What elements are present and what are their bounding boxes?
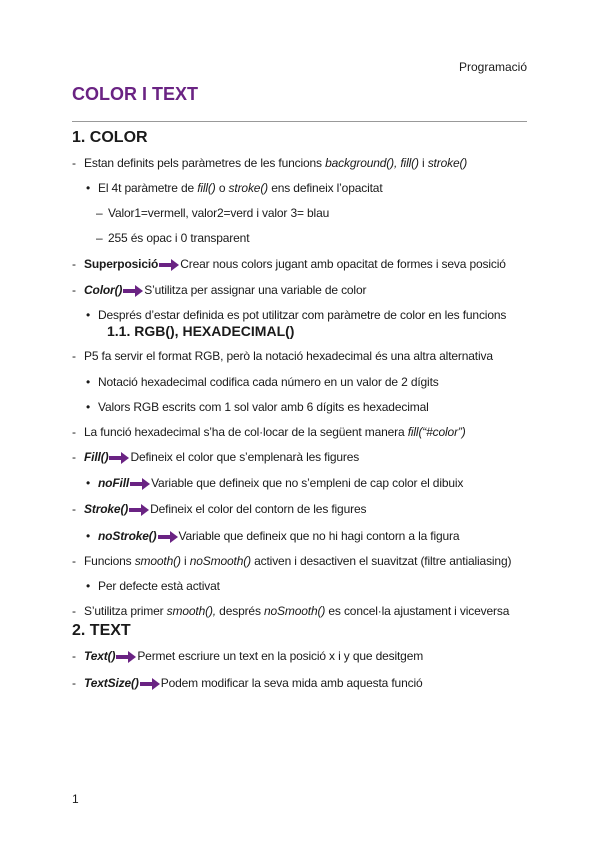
dash-marker: - — [72, 502, 76, 516]
dash-marker: - — [72, 450, 76, 464]
list-item — [86, 375, 439, 389]
text: S’utilitza primer — [84, 604, 167, 618]
bullet-marker: • — [86, 308, 91, 322]
text: El 4t paràmetre de — [98, 181, 198, 195]
term: Stroke() — [84, 502, 129, 516]
list-item — [72, 502, 366, 516]
text: Defineix el color del contorn de les figures — [150, 502, 367, 516]
text: i — [180, 554, 190, 568]
text: Podem modificar la seva mida amb aquesta funció — [160, 676, 423, 690]
term: noFill — [98, 476, 130, 490]
dash-marker: - — [72, 349, 76, 363]
list-item — [96, 231, 249, 245]
text: Estan definits pels paràmetres de les funcions — [84, 156, 326, 170]
arrow-right-icon — [140, 678, 160, 690]
list-item — [86, 308, 506, 322]
list-item — [86, 529, 459, 543]
text: Per defecte està activat — [98, 579, 220, 593]
bullet-marker: • — [86, 400, 91, 414]
text: ens defineix l’opacitat — [268, 181, 383, 195]
subsection-heading-rgb: 1.1. RGB(), HEXADECIMAL() — [107, 323, 295, 339]
text: es concel·la ajustament i viceversa — [325, 604, 510, 618]
list-item — [72, 604, 509, 618]
term: Color() — [84, 283, 123, 297]
dash-marker: - — [72, 649, 76, 663]
page-number: 1 — [72, 792, 79, 806]
arrow-right-icon — [130, 478, 150, 490]
text: després — [215, 604, 264, 618]
list-item — [72, 425, 466, 439]
dash-marker: - — [72, 554, 76, 568]
text: activen i desactiven el suavitzat (filtre antialiasing) — [250, 554, 512, 568]
bullet-marker: • — [86, 476, 91, 490]
dash-marker: ‒ — [96, 231, 103, 245]
term: Superposició — [84, 257, 159, 271]
list-item — [86, 181, 383, 195]
list-item — [72, 283, 366, 297]
text: La funció hexadecimal s’ha de col·locar de la següent manera — [84, 425, 408, 439]
list-item — [72, 257, 506, 271]
dash-marker: - — [72, 425, 76, 439]
term: noStroke() — [98, 529, 157, 543]
text: Valors RGB escrits com 1 sol valor amb 6 dígits es hexadecimal — [98, 400, 429, 414]
arrow-right-icon — [109, 452, 129, 464]
title-divider — [72, 121, 527, 122]
arrow-right-icon — [116, 651, 136, 663]
text: Funcions — [84, 554, 135, 568]
code-term: stroke() — [228, 181, 269, 195]
list-item — [86, 476, 463, 490]
code-term: noSmooth() — [189, 554, 251, 568]
bullet-marker: • — [86, 375, 91, 389]
bullet-marker: • — [86, 529, 91, 543]
list-item — [72, 156, 467, 170]
list-item — [72, 554, 511, 568]
text: Permet escriure un text en la posició x i y que desitgem — [137, 649, 424, 663]
code-term: smooth(), — [166, 604, 216, 618]
text: P5 fa servir el format RGB, però la notació hexadecimal és una altra alternativa — [84, 349, 493, 363]
text: Variable que defineix que no s’empleni de cap color el dibuix — [151, 476, 464, 490]
list-item — [72, 649, 423, 663]
dash-marker: - — [72, 156, 76, 170]
list-item — [72, 676, 423, 690]
text: S’utilitza per assignar una variable de color — [144, 283, 367, 297]
code-term: smooth() — [134, 554, 181, 568]
dash-marker: - — [72, 676, 76, 690]
term: Fill() — [84, 450, 109, 464]
code-term: noSmooth() — [264, 604, 326, 618]
dash-marker: - — [72, 604, 76, 618]
bullet-marker: • — [86, 579, 91, 593]
code-term: fill() — [197, 181, 216, 195]
dash-marker: - — [72, 283, 76, 297]
bullet-marker: • — [86, 181, 91, 195]
text: 255 és opac i 0 transparent — [108, 231, 250, 245]
arrow-right-icon — [129, 504, 149, 516]
code-term: background(), fill() — [325, 156, 419, 170]
text: Després d’estar definida es pot utilitzar com paràmetre de color en les funcions — [98, 308, 507, 322]
list-item — [86, 400, 429, 414]
text: Notació hexadecimal codifica cada número en un valor de 2 dígits — [98, 375, 439, 389]
term: Text() — [84, 649, 116, 663]
text: Variable que defineix que no hi hagi contorn a la figura — [178, 529, 460, 543]
arrow-right-icon — [158, 531, 178, 543]
header-section-label: Programació — [458, 60, 527, 74]
text: Defineix el color que s’emplenarà les figures — [130, 450, 360, 464]
term: TextSize() — [84, 676, 139, 690]
dash-marker: - — [72, 257, 76, 271]
text: Crear nous colors jugant amb opacitat de formes i seva posició — [180, 257, 506, 271]
text: o — [215, 181, 229, 195]
list-item — [86, 579, 220, 593]
text: Valor1=vermell, valor2=verd i valor 3= blau — [108, 206, 330, 220]
arrow-right-icon — [123, 285, 143, 297]
list-item — [72, 349, 493, 363]
code-term: fill(“#color”) — [407, 425, 466, 439]
section-heading-text: 2. TEXT — [72, 622, 131, 639]
text: i — [418, 156, 428, 170]
arrow-right-icon — [159, 259, 179, 271]
code-term: stroke() — [427, 156, 468, 170]
dash-marker: ‒ — [96, 206, 103, 220]
section-heading-color: 1. COLOR — [72, 129, 148, 146]
list-item — [96, 206, 329, 220]
list-item — [72, 450, 359, 464]
document-title: COLOR I TEXT — [72, 84, 198, 104]
